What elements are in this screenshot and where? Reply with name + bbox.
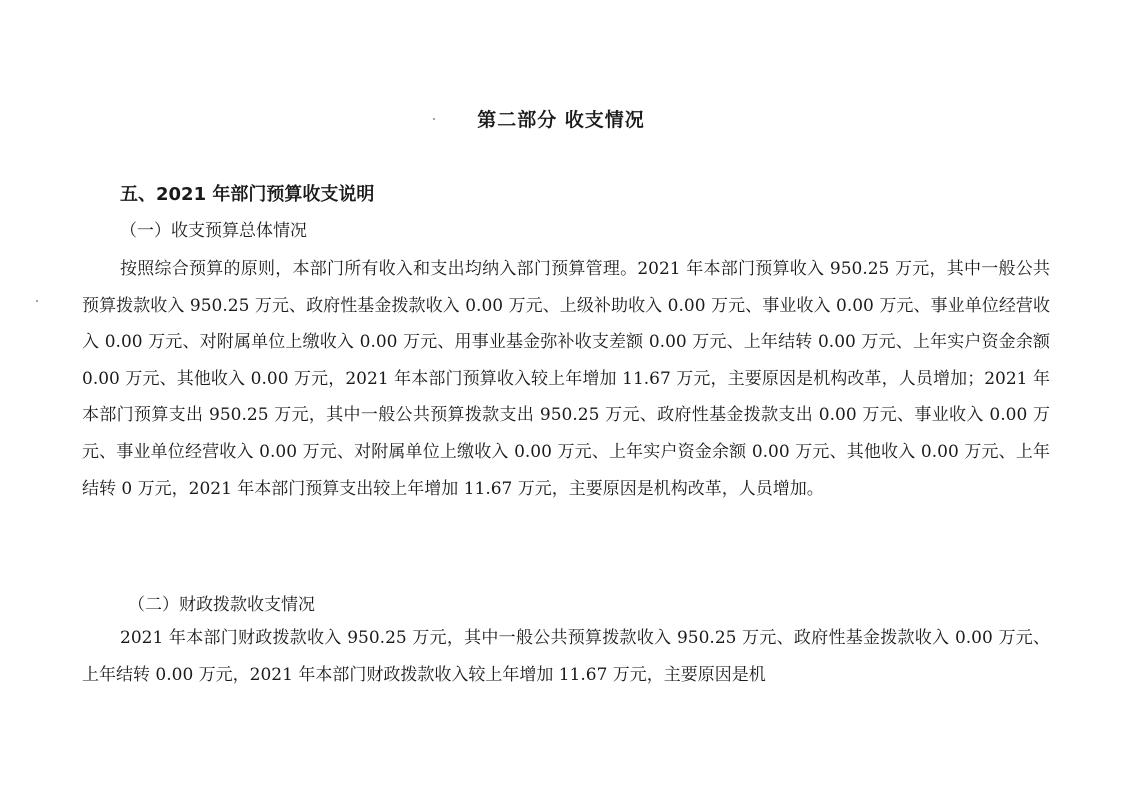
part-title: 第二部分 收支情况	[477, 109, 645, 131]
paragraph-overall-budget: 按照综合预算的原则，本部门所有收入和支出均纳入部门预算管理。2021 年本部门预算收入 950.25 万元，其中一般公共预算拨款收入 950.25 万元、政府性基金拨款收入 0.00 万元、上级补助收入 0.00 万元、事业收入 0.00 万元、事业单位经营收入 0.00 万元、对附属单位上缴收入 0.00 万元、用事业基金弥补收支差额 0.00 万元、上年结转 0.00 万元、上年实户资金余额 0.00 万元、其他收入 0.00 万元，2021 年本部门预算收入较上年增加 11.67 万元，主要原因是机构改革，人员增加；2021 年本部门预算支出 950.25 万元，其中一般公共预算拨款支出 950.25 万元、政府性基金拨款支出 0.00 万元、事业收入 0.00 万元、事业单位经营收入 0.00 万元、对附属单位上缴收入 0.00 万元、上年实户资金余额 0.00 万元、其他收入 0.00 万元、上年结转 0 万元，2021 年本部门预算支出较上年增加 11.67 万元，主要原因是机构改革，人员增加。	[82, 259, 1050, 499]
subsection-heading-fiscal: （二）财政拨款收支情况	[128, 595, 315, 615]
subsection-heading-overall: （一）收支预算总体情况	[120, 221, 307, 241]
section-heading: 五、2021 年部门预算收支说明	[120, 184, 375, 205]
paragraph-fiscal-appropriation: 2021 年本部门财政拨款收入 950.25 万元，其中一般公共预算拨款收入 950.25 万元、政府性基金拨款收入 0.00 万元、上年结转 0.00 万元，2021 年本部门财政拨款收入较上年增加 11.67 万元，主要原因是机	[82, 628, 1050, 685]
scan-speck	[36, 300, 38, 302]
